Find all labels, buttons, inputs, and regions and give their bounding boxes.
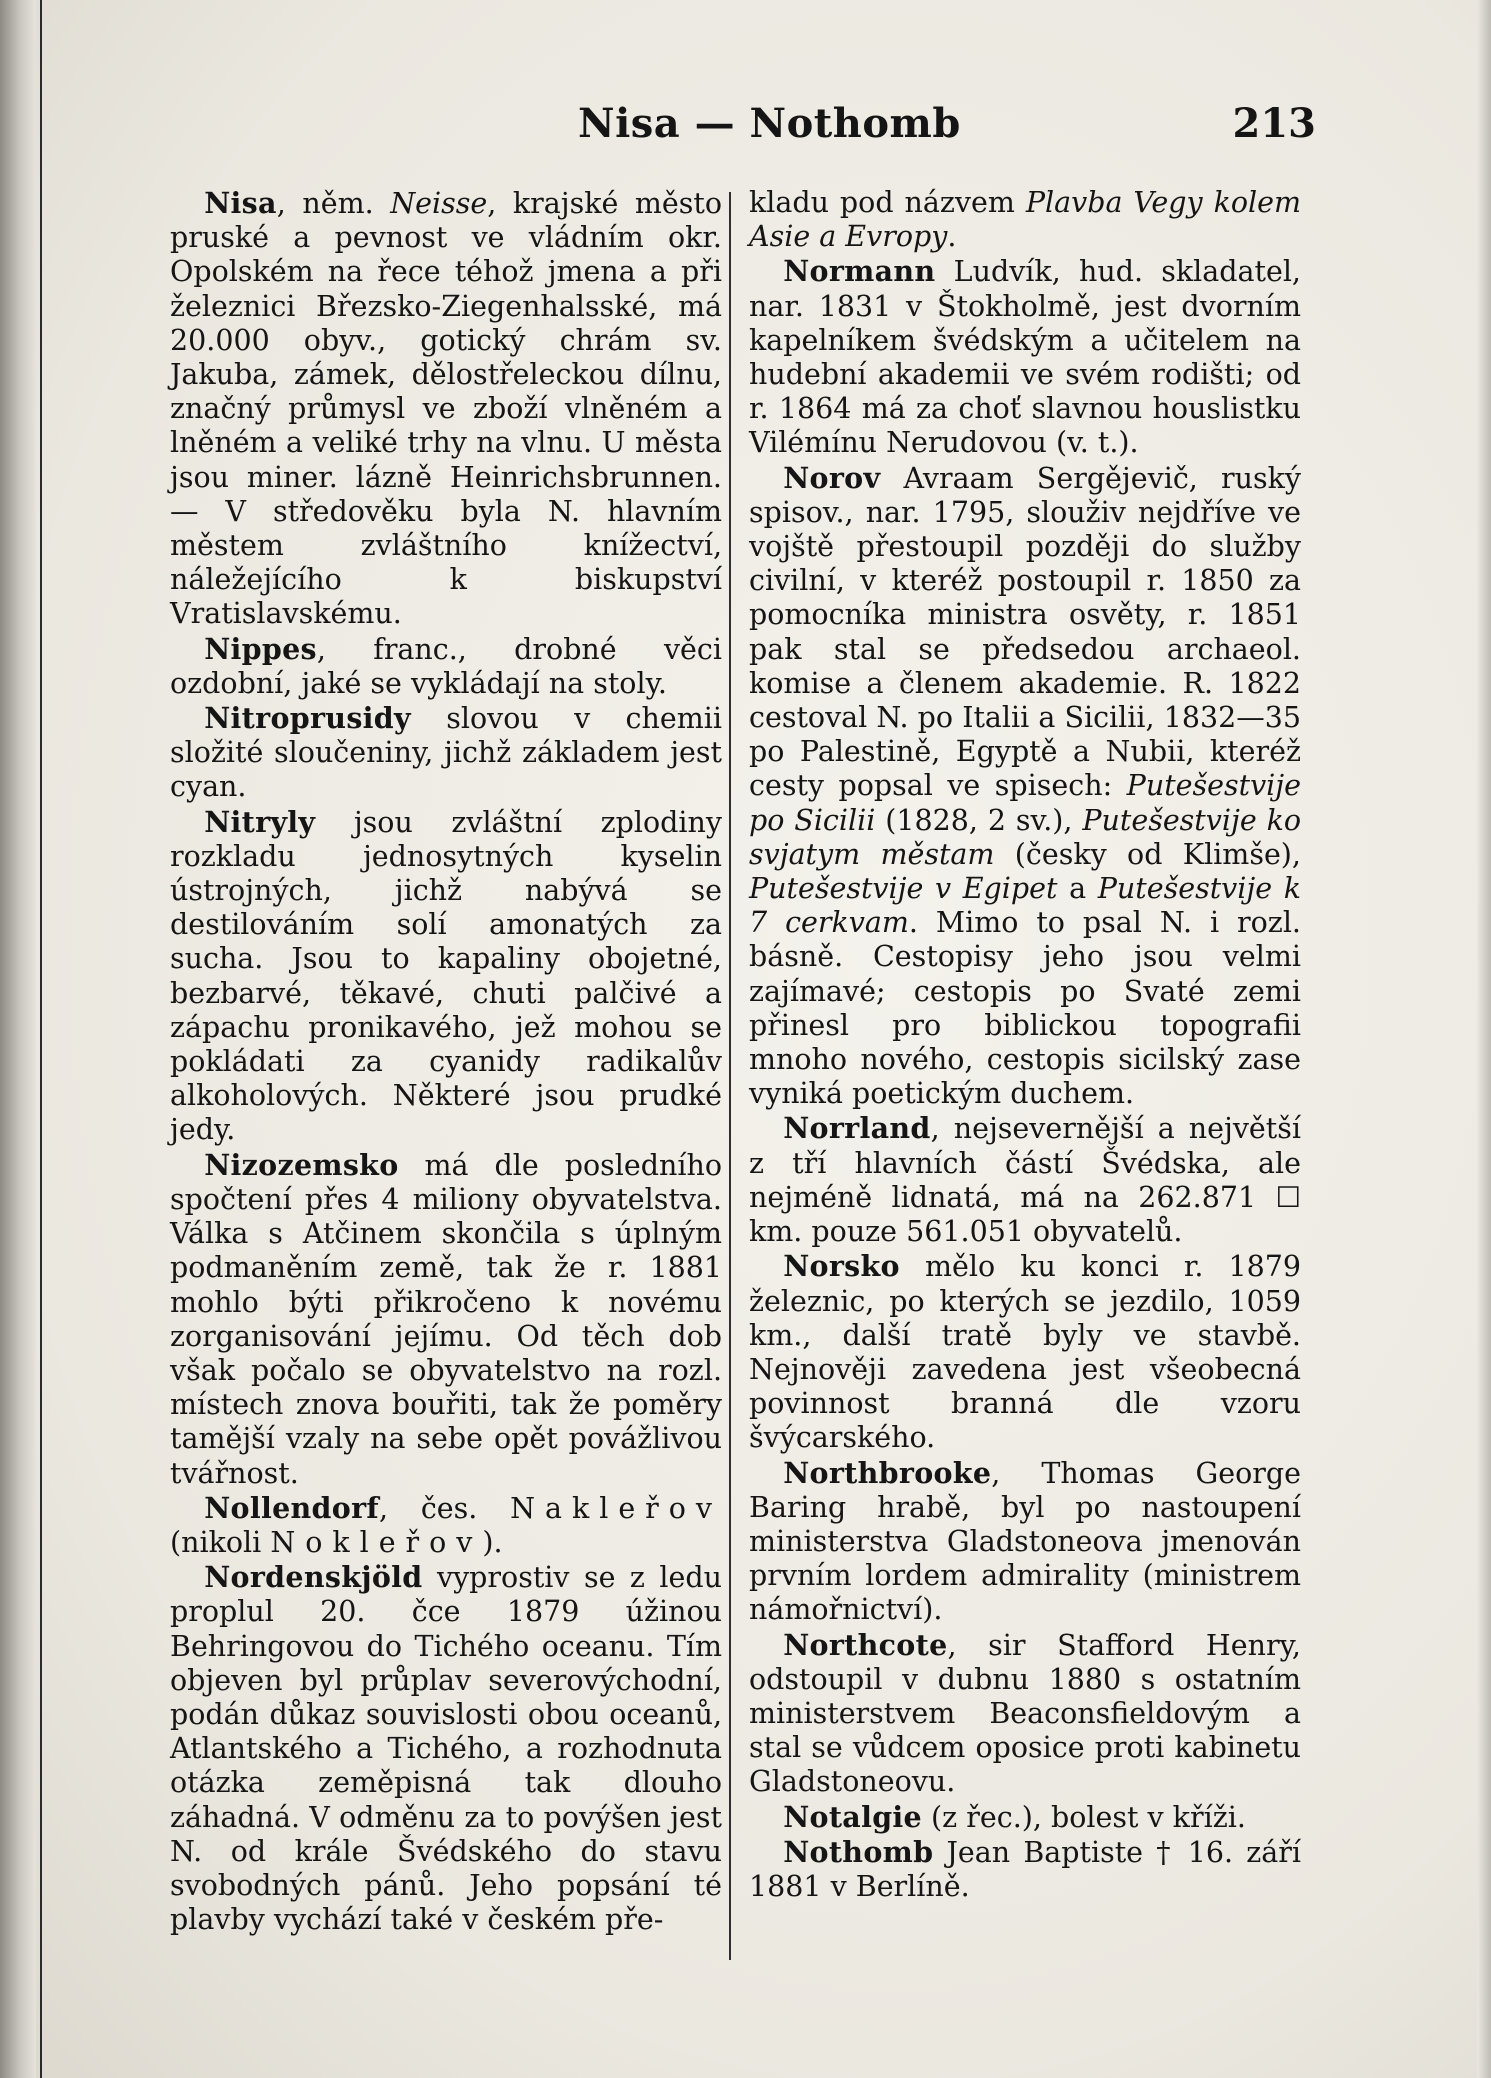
- entry-headword: Normann: [783, 254, 936, 289]
- book-spine-shadow: [0, 0, 36, 2078]
- entry-italic-text: Putešestvije v Egipet: [749, 872, 1058, 906]
- entry-spaced-text: Nakleřov: [510, 1491, 722, 1525]
- entry-text: (z řec.), bolest v kříži.: [922, 1800, 1246, 1834]
- entry-text: Jean Baptiste † 16. září 1881 v Berlíně.: [749, 1835, 1301, 1903]
- entry-headword: Notalgie: [783, 1799, 922, 1834]
- entry-headword: Nippes: [204, 631, 317, 666]
- entry-text: (1828, 2 sv.),: [875, 803, 1083, 837]
- dictionary-entry: [749, 1111, 1301, 1249]
- entry-text: má dle posledního spočtení přes 4 miliony obyvatelstva. Válka s Atčinem skončila s úplným podmaněním země, tak že r. 1881 mohlo býti přikročeno k novému zorganisování jejímu. Od těch dob však počalo se obyvatelstvo na rozl. místech znova bouřiti, tak že poměry tamější vzaly na sebe opět povážlivou tvářnost.: [170, 1148, 722, 1490]
- entry-text: , krajské město pruské a pevnost ve vládním okr. Opolském na řece téhož jmena a při železnici Březsko-Ziegenhalsské, má 20.000 obyv., gotický chrám sv. Jakuba, zámek, dělostřeleckou dílnu, značný průmysl ve zboží vlněném a lněném a veliké trhy na vlnu. U města jsou miner. lázně Heinrichsbrunnen. — V středověku byla N. hlavním městem zvláštního knížectví, náležejícího k biskupství Vratislavskému.: [170, 187, 723, 631]
- entry-headword: Nisa: [204, 186, 277, 220]
- entry-text: ).: [482, 1525, 503, 1559]
- dictionary-entry: [170, 805, 722, 1148]
- entry-text: mělo ku konci r. 1879 železnic, po kterých se jezdilo, 1059 km., další tratě byly ve stavbě. Nejnověji zavedena jest všeobecná povinnost branná dle vzoru švýcarského.: [749, 1250, 1301, 1455]
- entry-headword: Norsko: [783, 1249, 900, 1284]
- dictionary-entry: [170, 1560, 722, 1937]
- dictionary-entry: [170, 186, 722, 632]
- dictionary-entry: [749, 254, 1301, 460]
- entry-spaced-text: Nokleřov: [270, 1525, 483, 1559]
- dictionary-entry: [170, 632, 722, 701]
- right-column: [749, 186, 1301, 1904]
- entry-text: vyprostiv se z ledu proplul 20. čce 1879 úžinou Behringovou do Tichého oceanu. Tím objeven byl průplav severovýchodní, podán důkaz souvislosti obou oceanů, Atlantského a Tichého, a rozhodnuta otázka zeměpisná tak dlouho záhadná. V odměnu za to povýšen jest N. od krále Švédského do stavu svobodných pánů. Jeho popsání té plavby vychází také v českém pře-: [170, 1561, 722, 1937]
- left-column: [170, 186, 722, 1937]
- entry-text: slovou v chemii složité sloučeniny, jichž základem jest cyan.: [170, 702, 722, 804]
- dictionary-entry: [749, 1249, 1301, 1455]
- entry-text: Ludvík, hud. skladatel, nar. 1831 v Štokholmě, jest dvorním kapelníkem švédským a učitelem na hudební akademii ve svém rodišti; od r. 1864 má za choť slavnou houslistku Vilémínu Nerudovou (v. t.).: [749, 255, 1301, 460]
- entry-italic-text: Putešestvije k 7 cerkvam: [749, 872, 1301, 940]
- dictionary-entry: [749, 1800, 1301, 1835]
- entry-headword: Norov: [783, 460, 881, 495]
- entry-text: jsou zvláštní zplodiny rozkladu jednosytných kyselin ústrojných, jichž nabývá se destilováním solí amonatých za sucha. Jsou to kapaliny obojetné, bezbarvé, těkavé, chuti palčivé a zápachu pronikavého, jež mohou se pokládati za cyanidy radikalův alkoholových. Některé jsou prudké jedy.: [170, 805, 722, 1147]
- page-number: 213: [1232, 100, 1316, 147]
- dictionary-entry: [749, 1456, 1301, 1628]
- entry-headword: Nollendorf: [204, 1490, 379, 1525]
- entry-text: , Thomas George Baring hrabě, byl po nastoupení ministerstva Gladstoneova jmenován prvním lordem admirality (ministrem námořnictví).: [749, 1456, 1301, 1627]
- dictionary-entry: [170, 1148, 722, 1491]
- dictionary-entry: [170, 1491, 722, 1560]
- column-divider: [729, 192, 731, 1960]
- entry-text: Avraam Sergějevič, ruský spisov., nar. 1795, slouživ nejdříve ve vojště přestoupil později do služby civilní, v kteréž postoupil r. 1850 za pomocníka ministra osvěty, r. 1851 pak stal se předsedou archaeol. komise a členem akademie. R. 1822 cestoval N. po Italii a Sicilii, 1832—35 po Palestině, Egyptě a Nubii, kteréž cesty popsal ve spisech:: [749, 461, 1301, 803]
- entry-headword: Norrland: [783, 1111, 931, 1146]
- entry-italic-text: Neisse: [390, 187, 488, 220]
- entry-headword: Northcote: [783, 1627, 948, 1662]
- entry-text: , něm.: [276, 187, 391, 220]
- dictionary-entry: [170, 701, 722, 805]
- entry-headword: Nizozemsko: [204, 1147, 399, 1182]
- dictionary-entry: [749, 461, 1301, 1112]
- entry-text: , franc., drobné věci ozdobní, jaké se vykládají na stoly.: [170, 632, 722, 700]
- entry-headword: Nitroprusidy: [204, 701, 411, 736]
- entry-headword: Nitryly: [204, 804, 316, 839]
- entry-headword: Nordenskjöld: [204, 1560, 423, 1595]
- entry-text: , nejsevernější a největší z tří hlavních částí Švédska, ale nejméně lidnatá, má na 262.871 ☐ km. pouze 561.051 obyvatelů.: [749, 1112, 1301, 1249]
- entry-headword: Nothomb: [783, 1834, 934, 1869]
- dictionary-entry: [749, 186, 1301, 254]
- entry-italic-text: Plavba Vegy kolem Asie a Evropy: [749, 186, 1302, 254]
- entry-italic-text: Putešestvije po Sicilii: [749, 769, 1301, 837]
- entry-italic-text: Putešestvije ko svjatym městam: [749, 803, 1301, 871]
- entry-text: . Mimo to psal N. i rozl. básně. Cestopisy jeho jsou velmi zajímavé; cestopis po Svaté zemi přinesl pro biblickou topografii mnoho nového, cestopis sicilský zase vyniká poetickým duchem.: [749, 906, 1301, 1111]
- entry-text: (nikoli: [170, 1525, 271, 1559]
- page-right-edge: [1477, 0, 1491, 2078]
- dictionary-entry: [749, 1835, 1301, 1904]
- entry-text: .: [947, 220, 957, 254]
- entry-text: , sir Stafford Henry, odstoupil v dubnu 1880 s ostatním ministerstvem Beaconsfieldovým a stal se vůdcem oposice proti kabinetu Gladstoneovu.: [749, 1628, 1301, 1799]
- page-header: [578, 92, 1316, 152]
- entry-text: kladu pod názvem: [749, 186, 1026, 219]
- entry-headword: Northbrooke: [783, 1455, 992, 1490]
- entry-text: a: [1057, 872, 1098, 906]
- entry-text: , čes.: [378, 1491, 511, 1525]
- dictionary-entry: [749, 1628, 1301, 1800]
- page-edge-line: [40, 0, 42, 2078]
- entry-text: (česky od Klimše),: [994, 837, 1301, 871]
- running-title: Nisa — Nothomb: [578, 100, 961, 147]
